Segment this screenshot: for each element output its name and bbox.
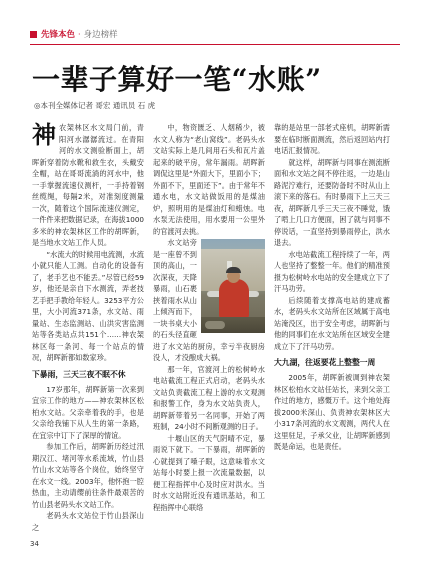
header-rule (30, 44, 400, 45)
article-photo (201, 239, 265, 333)
body-paragraph: 后续随着支撑高电站的建成蓄水，老码头水文站所在区域属于高电站淹没区，出于安全考虑，胡晖新与他的同事们在水文站所在区域安全建成立下了汗马功劳。 (274, 295, 390, 351)
body-paragraph: 老码头水文站位于竹山县深山之 (32, 511, 144, 532)
page-number: 34 (30, 540, 39, 548)
article-column-1 (32, 122, 144, 533)
article-column-2 (153, 122, 265, 513)
quote-paragraph: “水流大的时候用电流测，水流小就只能人工测。自动化的设备有了，老手艺也不能丢。”尽管已经59岁，他还是亲自下水测流，弄老技艺手把手教给年轻人。3253平方公里，大小河流371条，水文站、雨量站、生态监测站、山洪灾害监测站等各类站点共151个……神农架林区每一条河、每一个站点的情况，胡晖新都如数家珍。 (32, 249, 144, 362)
body-paragraph: 水文站旁是一座曾不到顶的高山，一次深夜，天降暴雨，山石裹挟着雨水从山上倾泻而下，一块书桌大小的石头径直砸进了水文站的厨房，幸亏半夜厨房没人，才没酿成大祸。 (153, 238, 265, 362)
intro-text: 农架林区水文局门前，青阳河水潺潺流过。在青阳河的水文测验断面上，胡晖新穿着防水靴和救生衣，头戴安全帽，站在哥哥流淌的河水中，他一手掌握流速仪测杆，一手持着钢丝缆绳，每隔2米，对准刻度测量一次，随着这个国际流速仪测定，一件件来把数据记录，在海拔1000多米的神农架林区工作的胡晖新，是当地水文站工作人员。 (32, 123, 144, 247)
body-paragraph: 参加工作后，胡晖新历经过汛期汉江、堵河等水系流域，竹山县竹山水文站等各个岗位，始终坚守在水文一线。2003年，他怀抱一腔热血，主动请缨前往条件最艰苦的竹山县老码头水文站工作。 (32, 442, 144, 509)
article-byline: ◎本刊全媒体记者 哥宏 通讯员 石 虎 (34, 101, 156, 110)
intro-paragraph (32, 122, 144, 249)
body-paragraph: 中，物资匮乏、人烟稀少，被水文人称为“老山窝线”。老码头水文站实际上是几间用石头和瓦片盖起来的破平房，常年漏雨。胡晖新调侃这里是“外面大下，里面小下；外面不下，里面还下”。由于常年不通水电，水文站做饭用的是煤油炉，照明用的是煤油灯和蜡烛。电水泵无法使用，用水要用一公里外的官渡河去挑。 (153, 123, 265, 236)
section-subtitle: 身边榜样 (83, 30, 118, 40)
article-column-3 (274, 122, 390, 453)
section-header (30, 26, 400, 42)
photo-worker-body (219, 279, 249, 319)
body-paragraph: 就这样，胡晖新与同事在测流断面和水文站之间不停往返，一边是山路泥泞难行，还要防备时不时从山上滚下来的落石。有时暴雨下上三天三夜，胡晖新几乎三天三夜不睡觉，饿了啃上几口方便面，困了就与同事不停说话，一直坚持到暴雨停止，洪水退去。 (274, 157, 390, 247)
section-divider: · (78, 29, 81, 39)
photo-rocks (205, 321, 225, 329)
worker-photo (201, 239, 265, 333)
subhead-dajiuhu: 大九湖，往返要花上整整一周 (274, 358, 376, 367)
subhead-rainstorm: 下暴雨，三天三夜不眠不休 (32, 369, 126, 379)
body-paragraph: 那一年，官渡河上的松树岭水电站截流工程正式启动，老码头水文站负责截流工程上游的水文观测和报警工作，身为水文站负责人，胡晖新带着另一名同事，开始了两班制，24小时不间断观测的日子。 (153, 364, 265, 431)
article-headline: 一辈子算好一笔“水账” (32, 63, 322, 96)
body-paragraph: 17岁那年，胡晖新第一次来到宜宗工作的地方——神农架林区松柏水文站。父亲牵着我的手，也是父亲给我铺下从人生的第一条路，在宜宗中订下了深厚的情谊。 (32, 384, 144, 440)
body-paragraph: 2005年，胡晖新被调到神农架林区松柏水文站任站长，来到父亲工作过的地方，感慨万千。这个地处海拔2000米深山、负责神农架林区大小317条河流的水文观测，两代人在这里驻足，子承父业，让胡晖新感到既是命运，也是责任。 (274, 373, 390, 451)
dropcap: 神 (32, 120, 56, 149)
section-marker-icon (30, 31, 37, 38)
body-paragraph: 水电站截流工程持续了一年，两人也坚持了整整一年。他们的精准预报为松树岭水电站的安全建成立下了汗马功劳。 (274, 249, 390, 293)
body-paragraph: 靠的是站里一部老式座机，胡晖新需要在临时断面测流，然后返回站内打电话汇报情况。 (274, 123, 390, 155)
section-title: 先锋本色 (41, 30, 76, 40)
photo-worker-hat (226, 267, 241, 273)
body-paragraph: 十堰山区的天气阴晴不定，暴雨说下就下。一下暴雨，胡晖新的心就提到了嗓子眼，这意味着水文站每小时要上报一次流量数据，以便工程指挥中心及时应对洪水。当时水文站附近没有通讯基站，和工程指挥中心联络 (153, 433, 265, 512)
